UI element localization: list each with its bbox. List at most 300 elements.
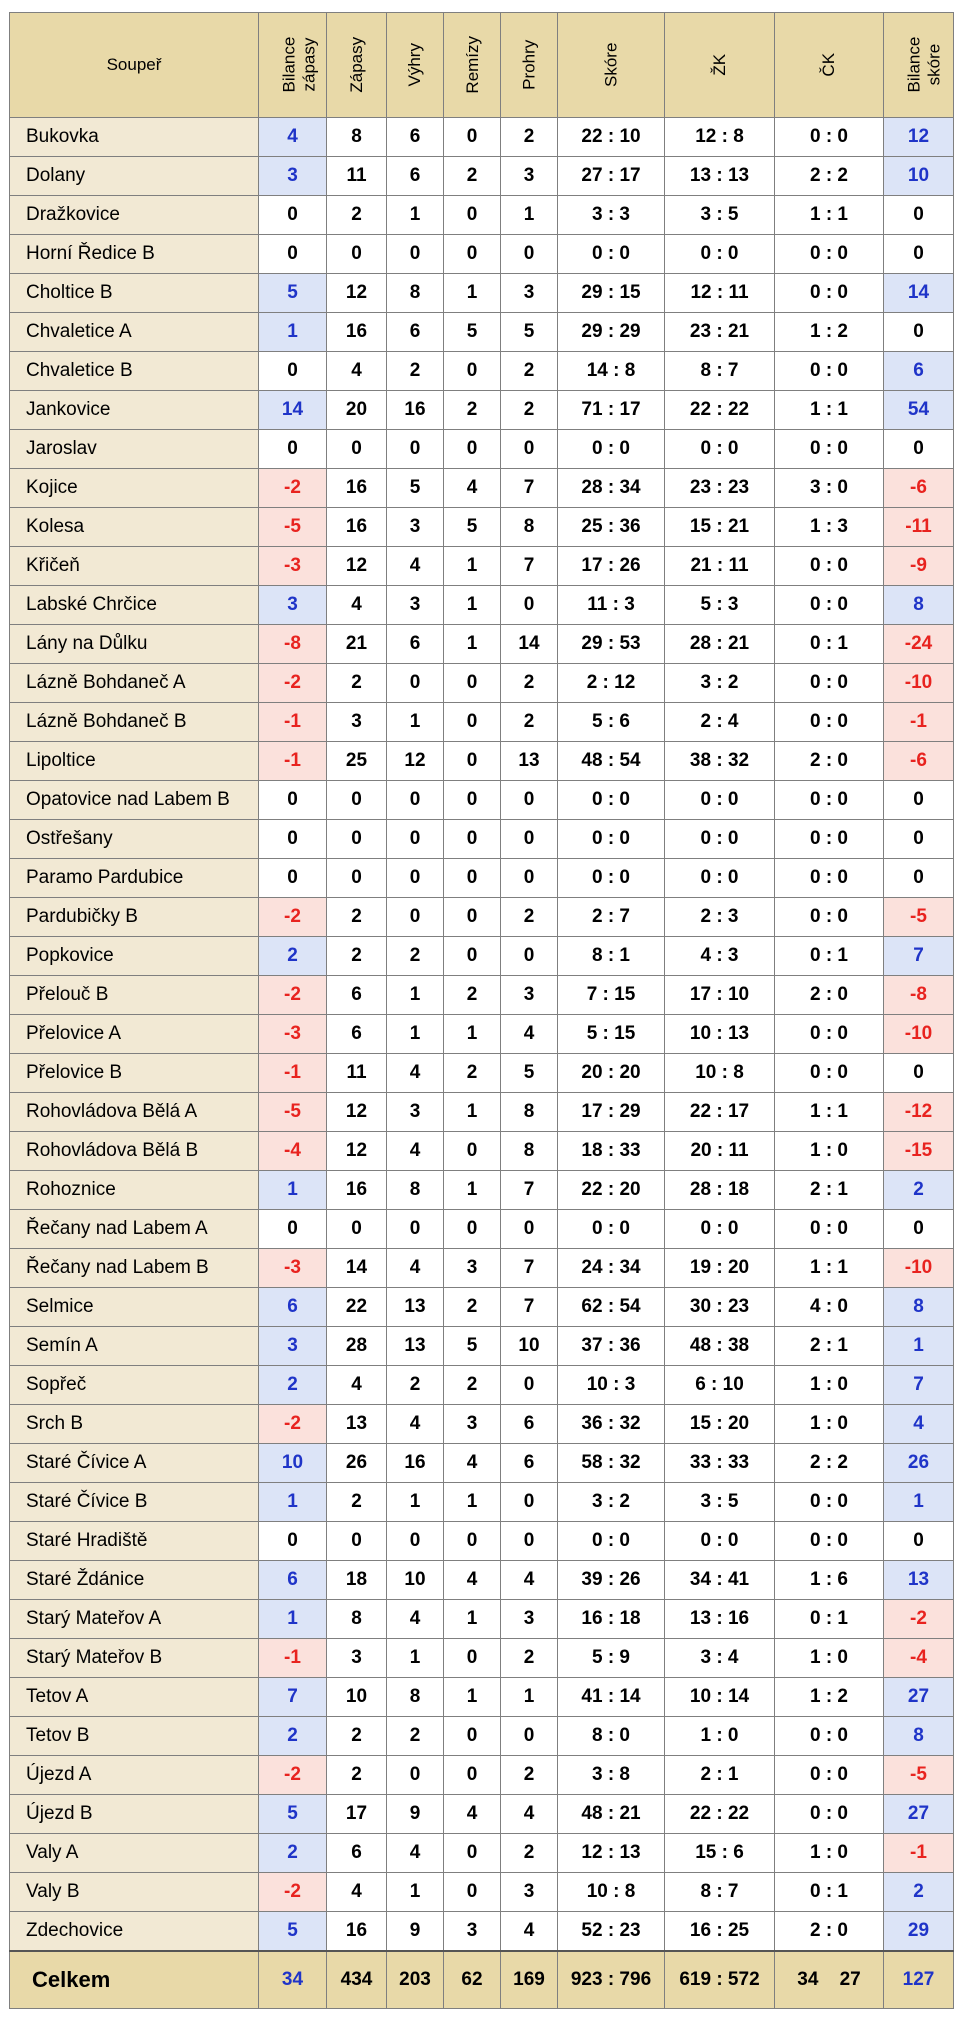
score-balance-cell: 7 bbox=[884, 1366, 954, 1405]
score-balance-cell: 0 bbox=[884, 1054, 954, 1093]
score-balance-cell: -8 bbox=[884, 976, 954, 1015]
score-balance-cell: 8 bbox=[884, 1717, 954, 1756]
zk-cell: 13 : 16 bbox=[665, 1600, 775, 1639]
ck-cell: 1 : 1 bbox=[775, 1249, 884, 1288]
wins-cell: 6 bbox=[387, 157, 444, 196]
score-balance-cell: -1 bbox=[884, 1834, 954, 1873]
score-balance-cell: 0 bbox=[884, 196, 954, 235]
wins-cell: 4 bbox=[387, 1132, 444, 1171]
wins-cell: 16 bbox=[387, 391, 444, 430]
losses-cell: 0 bbox=[501, 1717, 558, 1756]
score-balance-cell: 2 bbox=[884, 1171, 954, 1210]
draws-cell: 0 bbox=[444, 742, 501, 781]
opponent-name-cell: Valy B bbox=[10, 1873, 259, 1912]
opponent-name-cell: Rohovládova Bělá B bbox=[10, 1132, 259, 1171]
score-cell: 8 : 0 bbox=[558, 1717, 665, 1756]
losses-cell: 0 bbox=[501, 1483, 558, 1522]
header-losses-label: Prohry bbox=[519, 39, 539, 90]
ck-cell: 1 : 0 bbox=[775, 1639, 884, 1678]
wins-cell: 4 bbox=[387, 1405, 444, 1444]
matches-cell: 16 bbox=[327, 508, 387, 547]
wins-cell: 0 bbox=[387, 898, 444, 937]
table-row bbox=[10, 1756, 954, 1795]
zk-cell: 6 : 10 bbox=[665, 1366, 775, 1405]
wins-cell: 10 bbox=[387, 1561, 444, 1600]
match-balance-cell: 0 bbox=[259, 781, 327, 820]
draws-cell: 1 bbox=[444, 1678, 501, 1717]
zk-cell: 48 : 38 bbox=[665, 1327, 775, 1366]
wins-cell: 2 bbox=[387, 937, 444, 976]
wins-cell: 4 bbox=[387, 547, 444, 586]
table-row bbox=[10, 508, 954, 547]
wins-cell: 0 bbox=[387, 1756, 444, 1795]
match-balance-cell: -2 bbox=[259, 664, 327, 703]
opponent-name-cell: Zdechovice bbox=[10, 1912, 259, 1952]
ck-cell: 0 : 0 bbox=[775, 1210, 884, 1249]
ck-cell: 0 : 0 bbox=[775, 235, 884, 274]
header-matches-label: Zápasy bbox=[346, 36, 366, 93]
opponent-name-cell: Chvaletice B bbox=[10, 352, 259, 391]
header-row bbox=[10, 13, 954, 118]
score-balance-cell: 12 bbox=[884, 118, 954, 157]
draws-cell: 2 bbox=[444, 976, 501, 1015]
draws-cell: 1 bbox=[444, 1600, 501, 1639]
opponent-name-cell: Labské Chrčice bbox=[10, 586, 259, 625]
zk-cell: 2 : 4 bbox=[665, 703, 775, 742]
matches-cell: 18 bbox=[327, 1561, 387, 1600]
losses-cell: 0 bbox=[501, 1210, 558, 1249]
match-balance-cell: 10 bbox=[259, 1444, 327, 1483]
zk-cell: 15 : 20 bbox=[665, 1405, 775, 1444]
matches-cell: 17 bbox=[327, 1795, 387, 1834]
draws-cell: 0 bbox=[444, 703, 501, 742]
ck-cell: 0 : 0 bbox=[775, 1756, 884, 1795]
match-balance-cell: 6 bbox=[259, 1288, 327, 1327]
zk-cell: 15 : 21 bbox=[665, 508, 775, 547]
draws-cell: 1 bbox=[444, 1483, 501, 1522]
ck-cell: 0 : 0 bbox=[775, 820, 884, 859]
score-cell: 0 : 0 bbox=[558, 430, 665, 469]
score-cell: 17 : 29 bbox=[558, 1093, 665, 1132]
matches-cell: 2 bbox=[327, 196, 387, 235]
losses-cell: 6 bbox=[501, 1405, 558, 1444]
table-row bbox=[10, 586, 954, 625]
score-balance-cell: 0 bbox=[884, 820, 954, 859]
zk-cell: 34 : 41 bbox=[665, 1561, 775, 1600]
score-cell: 0 : 0 bbox=[558, 820, 665, 859]
table-row bbox=[10, 235, 954, 274]
opponent-name-cell: Tetov A bbox=[10, 1678, 259, 1717]
zk-cell: 0 : 0 bbox=[665, 1522, 775, 1561]
opponent-name-cell: Starý Mateřov B bbox=[10, 1639, 259, 1678]
zk-cell: 30 : 23 bbox=[665, 1288, 775, 1327]
match-balance-cell: 0 bbox=[259, 352, 327, 391]
ck-cell: 1 : 0 bbox=[775, 1405, 884, 1444]
wins-cell: 2 bbox=[387, 1366, 444, 1405]
losses-cell: 0 bbox=[501, 430, 558, 469]
match-balance-cell: -2 bbox=[259, 1756, 327, 1795]
ck-cell: 0 : 0 bbox=[775, 274, 884, 313]
ck-cell: 0 : 0 bbox=[775, 781, 884, 820]
match-balance-cell: -5 bbox=[259, 1093, 327, 1132]
table-row bbox=[10, 1912, 954, 1952]
ck-cell: 0 : 0 bbox=[775, 430, 884, 469]
draws-cell: 2 bbox=[444, 391, 501, 430]
table-row bbox=[10, 1327, 954, 1366]
matches-cell: 12 bbox=[327, 1132, 387, 1171]
opponent-name-cell: Řečany nad Labem A bbox=[10, 1210, 259, 1249]
table-row bbox=[10, 1678, 954, 1717]
score-balance-cell: -6 bbox=[884, 742, 954, 781]
losses-cell: 2 bbox=[501, 352, 558, 391]
score-balance-cell: 29 bbox=[884, 1912, 954, 1952]
wins-cell: 0 bbox=[387, 781, 444, 820]
score-cell: 0 : 0 bbox=[558, 859, 665, 898]
score-cell: 37 : 36 bbox=[558, 1327, 665, 1366]
opponent-name-cell: Srch B bbox=[10, 1405, 259, 1444]
matches-cell: 3 bbox=[327, 703, 387, 742]
ck-cell: 0 : 0 bbox=[775, 1015, 884, 1054]
score-cell: 3 : 3 bbox=[558, 196, 665, 235]
wins-cell: 2 bbox=[387, 352, 444, 391]
ck-cell: 0 : 1 bbox=[775, 937, 884, 976]
draws-cell: 3 bbox=[444, 1912, 501, 1952]
score-balance-cell: 8 bbox=[884, 1288, 954, 1327]
losses-cell: 6 bbox=[501, 1444, 558, 1483]
losses-cell: 1 bbox=[501, 1678, 558, 1717]
score-cell: 28 : 34 bbox=[558, 469, 665, 508]
opponent-name-cell: Staré Čívice A bbox=[10, 1444, 259, 1483]
matches-cell: 25 bbox=[327, 742, 387, 781]
zk-cell: 2 : 3 bbox=[665, 898, 775, 937]
wins-cell: 9 bbox=[387, 1912, 444, 1952]
header-score bbox=[558, 13, 665, 118]
wins-cell: 8 bbox=[387, 274, 444, 313]
table-row bbox=[10, 313, 954, 352]
zk-cell: 20 : 11 bbox=[665, 1132, 775, 1171]
table-row bbox=[10, 1834, 954, 1873]
opponent-stats-table bbox=[9, 12, 954, 2009]
losses-cell: 2 bbox=[501, 1756, 558, 1795]
draws-cell: 5 bbox=[444, 508, 501, 547]
wins-cell: 13 bbox=[387, 1327, 444, 1366]
header-ck bbox=[775, 13, 884, 118]
ck-cell: 0 : 0 bbox=[775, 664, 884, 703]
matches-cell: 0 bbox=[327, 1210, 387, 1249]
table-row bbox=[10, 1795, 954, 1834]
score-balance-cell: -4 bbox=[884, 1639, 954, 1678]
matches-cell: 8 bbox=[327, 1600, 387, 1639]
matches-cell: 0 bbox=[327, 820, 387, 859]
matches-cell: 22 bbox=[327, 1288, 387, 1327]
zk-cell: 0 : 0 bbox=[665, 235, 775, 274]
score-balance-cell: -11 bbox=[884, 508, 954, 547]
match-balance-cell: -2 bbox=[259, 1873, 327, 1912]
opponent-name-cell: Dražkovice bbox=[10, 196, 259, 235]
header-draws bbox=[444, 13, 501, 118]
matches-cell: 26 bbox=[327, 1444, 387, 1483]
table-row bbox=[10, 1600, 954, 1639]
draws-cell: 4 bbox=[444, 1444, 501, 1483]
zk-cell: 4 : 3 bbox=[665, 937, 775, 976]
opponent-name-cell: Opatovice nad Labem B bbox=[10, 781, 259, 820]
opponent-name-cell: Pardubičky B bbox=[10, 898, 259, 937]
matches-cell: 13 bbox=[327, 1405, 387, 1444]
total-score: 923 : 796 bbox=[558, 1951, 665, 2009]
match-balance-cell: -2 bbox=[259, 898, 327, 937]
match-balance-cell: 1 bbox=[259, 1171, 327, 1210]
table-row bbox=[10, 1444, 954, 1483]
ck-cell: 0 : 0 bbox=[775, 1054, 884, 1093]
zk-cell: 28 : 18 bbox=[665, 1171, 775, 1210]
draws-cell: 0 bbox=[444, 1834, 501, 1873]
header-wins bbox=[387, 13, 444, 118]
draws-cell: 1 bbox=[444, 274, 501, 313]
score-cell: 29 : 29 bbox=[558, 313, 665, 352]
score-cell: 62 : 54 bbox=[558, 1288, 665, 1327]
draws-cell: 5 bbox=[444, 313, 501, 352]
zk-cell: 5 : 3 bbox=[665, 586, 775, 625]
table-row bbox=[10, 1093, 954, 1132]
matches-cell: 2 bbox=[327, 937, 387, 976]
match-balance-cell: 5 bbox=[259, 274, 327, 313]
table-row bbox=[10, 1717, 954, 1756]
score-cell: 27 : 17 bbox=[558, 157, 665, 196]
zk-cell: 3 : 5 bbox=[665, 196, 775, 235]
score-balance-cell: -10 bbox=[884, 1015, 954, 1054]
header-match-balance-label: Bilance zápasy bbox=[279, 36, 318, 93]
wins-cell: 0 bbox=[387, 820, 444, 859]
match-balance-cell: 1 bbox=[259, 1483, 327, 1522]
score-cell: 18 : 33 bbox=[558, 1132, 665, 1171]
score-balance-cell: -10 bbox=[884, 1249, 954, 1288]
table-row bbox=[10, 157, 954, 196]
score-balance-cell: 8 bbox=[884, 586, 954, 625]
total-ck bbox=[775, 1951, 884, 2009]
draws-cell: 0 bbox=[444, 1717, 501, 1756]
ck-cell: 0 : 1 bbox=[775, 1600, 884, 1639]
matches-cell: 8 bbox=[327, 118, 387, 157]
score-cell: 3 : 2 bbox=[558, 1483, 665, 1522]
match-balance-cell: 1 bbox=[259, 1600, 327, 1639]
table-row bbox=[10, 625, 954, 664]
zk-cell: 10 : 13 bbox=[665, 1015, 775, 1054]
ck-cell: 0 : 0 bbox=[775, 586, 884, 625]
draws-cell: 2 bbox=[444, 1054, 501, 1093]
wins-cell: 8 bbox=[387, 1171, 444, 1210]
match-balance-cell: 0 bbox=[259, 1522, 327, 1561]
header-zk bbox=[665, 13, 775, 118]
zk-cell: 28 : 21 bbox=[665, 625, 775, 664]
zk-cell: 22 : 22 bbox=[665, 391, 775, 430]
matches-cell: 12 bbox=[327, 547, 387, 586]
ck-cell: 2 : 0 bbox=[775, 1912, 884, 1952]
score-balance-cell: -24 bbox=[884, 625, 954, 664]
draws-cell: 0 bbox=[444, 1522, 501, 1561]
table-row bbox=[10, 1171, 954, 1210]
opponent-name-cell: Řečany nad Labem B bbox=[10, 1249, 259, 1288]
matches-cell: 0 bbox=[327, 235, 387, 274]
matches-cell: 3 bbox=[327, 1639, 387, 1678]
header-ck-label: ČK bbox=[819, 52, 839, 77]
ck-cell: 2 : 2 bbox=[775, 1444, 884, 1483]
ck-cell: 1 : 2 bbox=[775, 313, 884, 352]
zk-cell: 8 : 7 bbox=[665, 352, 775, 391]
wins-cell: 4 bbox=[387, 1249, 444, 1288]
score-balance-cell: 1 bbox=[884, 1483, 954, 1522]
score-cell: 71 : 17 bbox=[558, 391, 665, 430]
header-zk-label: ŽK bbox=[709, 53, 729, 76]
wins-cell: 6 bbox=[387, 313, 444, 352]
wins-cell: 6 bbox=[387, 118, 444, 157]
losses-cell: 7 bbox=[501, 1288, 558, 1327]
draws-cell: 2 bbox=[444, 1288, 501, 1327]
losses-cell: 7 bbox=[501, 1249, 558, 1288]
ck-cell: 2 : 2 bbox=[775, 157, 884, 196]
losses-cell: 0 bbox=[501, 937, 558, 976]
zk-cell: 0 : 0 bbox=[665, 859, 775, 898]
table-row bbox=[10, 937, 954, 976]
zk-cell: 22 : 22 bbox=[665, 1795, 775, 1834]
score-cell: 10 : 8 bbox=[558, 1873, 665, 1912]
header-score-balance-label: Bilance skóre bbox=[904, 36, 943, 93]
wins-cell: 0 bbox=[387, 859, 444, 898]
score-balance-cell: 14 bbox=[884, 274, 954, 313]
match-balance-cell: 14 bbox=[259, 391, 327, 430]
losses-cell: 8 bbox=[501, 508, 558, 547]
ck-cell: 2 : 1 bbox=[775, 1327, 884, 1366]
match-balance-cell: 2 bbox=[259, 1717, 327, 1756]
opponent-name-cell: Kolesa bbox=[10, 508, 259, 547]
matches-cell: 16 bbox=[327, 469, 387, 508]
wins-cell: 1 bbox=[387, 1873, 444, 1912]
score-balance-cell: -9 bbox=[884, 547, 954, 586]
ck-cell: 0 : 0 bbox=[775, 703, 884, 742]
wins-cell: 0 bbox=[387, 430, 444, 469]
zk-cell: 15 : 6 bbox=[665, 1834, 775, 1873]
opponent-name-cell: Staré Hradiště bbox=[10, 1522, 259, 1561]
matches-cell: 2 bbox=[327, 898, 387, 937]
match-balance-cell: 0 bbox=[259, 196, 327, 235]
score-balance-cell: 54 bbox=[884, 391, 954, 430]
matches-cell: 21 bbox=[327, 625, 387, 664]
ck-cell: 1 : 0 bbox=[775, 1366, 884, 1405]
score-balance-cell: 0 bbox=[884, 313, 954, 352]
opponent-name-cell: Lázně Bohdaneč A bbox=[10, 664, 259, 703]
total-row bbox=[10, 1951, 954, 2009]
ck-cell: 1 : 0 bbox=[775, 1834, 884, 1873]
draws-cell: 0 bbox=[444, 898, 501, 937]
losses-cell: 13 bbox=[501, 742, 558, 781]
table-row bbox=[10, 976, 954, 1015]
draws-cell: 3 bbox=[444, 1405, 501, 1444]
score-cell: 24 : 34 bbox=[558, 1249, 665, 1288]
opponent-name-cell: Újezd A bbox=[10, 1756, 259, 1795]
draws-cell: 1 bbox=[444, 625, 501, 664]
matches-cell: 2 bbox=[327, 664, 387, 703]
opponent-name-cell: Chvaletice A bbox=[10, 313, 259, 352]
draws-cell: 2 bbox=[444, 1366, 501, 1405]
losses-cell: 2 bbox=[501, 391, 558, 430]
opponent-name-cell: Paramo Pardubice bbox=[10, 859, 259, 898]
match-balance-cell: -2 bbox=[259, 469, 327, 508]
losses-cell: 2 bbox=[501, 664, 558, 703]
wins-cell: 1 bbox=[387, 1483, 444, 1522]
score-cell: 11 : 3 bbox=[558, 586, 665, 625]
draws-cell: 4 bbox=[444, 469, 501, 508]
score-cell: 5 : 6 bbox=[558, 703, 665, 742]
wins-cell: 8 bbox=[387, 1678, 444, 1717]
opponent-name-cell: Újezd B bbox=[10, 1795, 259, 1834]
losses-cell: 3 bbox=[501, 976, 558, 1015]
opponent-name-cell: Jankovice bbox=[10, 391, 259, 430]
match-balance-cell: -1 bbox=[259, 1639, 327, 1678]
ck-cell: 0 : 0 bbox=[775, 1522, 884, 1561]
wins-cell: 3 bbox=[387, 586, 444, 625]
draws-cell: 1 bbox=[444, 1015, 501, 1054]
ck-cell: 0 : 0 bbox=[775, 1795, 884, 1834]
ck-cell: 1 : 0 bbox=[775, 1132, 884, 1171]
ck-cell: 0 : 1 bbox=[775, 625, 884, 664]
match-balance-cell: -2 bbox=[259, 976, 327, 1015]
wins-cell: 4 bbox=[387, 1600, 444, 1639]
score-cell: 16 : 18 bbox=[558, 1600, 665, 1639]
opponent-name-cell: Rohoznice bbox=[10, 1171, 259, 1210]
losses-cell: 2 bbox=[501, 118, 558, 157]
table-row bbox=[10, 1873, 954, 1912]
matches-cell: 0 bbox=[327, 781, 387, 820]
match-balance-cell: 2 bbox=[259, 1366, 327, 1405]
score-cell: 10 : 3 bbox=[558, 1366, 665, 1405]
opponent-name-cell: Bukovka bbox=[10, 118, 259, 157]
table-row bbox=[10, 859, 954, 898]
stats-table-container bbox=[9, 12, 954, 2009]
match-balance-cell: 4 bbox=[259, 118, 327, 157]
losses-cell: 1 bbox=[501, 196, 558, 235]
score-balance-cell: -5 bbox=[884, 898, 954, 937]
score-cell: 2 : 7 bbox=[558, 898, 665, 937]
zk-cell: 10 : 14 bbox=[665, 1678, 775, 1717]
losses-cell: 0 bbox=[501, 859, 558, 898]
draws-cell: 0 bbox=[444, 859, 501, 898]
draws-cell: 2 bbox=[444, 157, 501, 196]
zk-cell: 2 : 1 bbox=[665, 1756, 775, 1795]
score-cell: 5 : 9 bbox=[558, 1639, 665, 1678]
wins-cell: 9 bbox=[387, 1795, 444, 1834]
opponent-name-cell: Horní Ředice B bbox=[10, 235, 259, 274]
match-balance-cell: 1 bbox=[259, 313, 327, 352]
total-score-balance: 127 bbox=[884, 1951, 954, 2009]
losses-cell: 0 bbox=[501, 235, 558, 274]
opponent-name-cell: Křičeň bbox=[10, 547, 259, 586]
score-cell: 0 : 0 bbox=[558, 1210, 665, 1249]
ck-cell: 1 : 1 bbox=[775, 1093, 884, 1132]
losses-cell: 2 bbox=[501, 703, 558, 742]
match-balance-cell: -1 bbox=[259, 742, 327, 781]
matches-cell: 11 bbox=[327, 1054, 387, 1093]
score-balance-cell: -15 bbox=[884, 1132, 954, 1171]
match-balance-cell: 6 bbox=[259, 1561, 327, 1600]
score-balance-cell: 27 bbox=[884, 1678, 954, 1717]
wins-cell: 4 bbox=[387, 1834, 444, 1873]
matches-cell: 4 bbox=[327, 1873, 387, 1912]
wins-cell: 6 bbox=[387, 625, 444, 664]
match-balance-cell: 0 bbox=[259, 1210, 327, 1249]
losses-cell: 3 bbox=[501, 274, 558, 313]
score-cell: 58 : 32 bbox=[558, 1444, 665, 1483]
ck-cell: 0 : 0 bbox=[775, 859, 884, 898]
wins-cell: 0 bbox=[387, 235, 444, 274]
